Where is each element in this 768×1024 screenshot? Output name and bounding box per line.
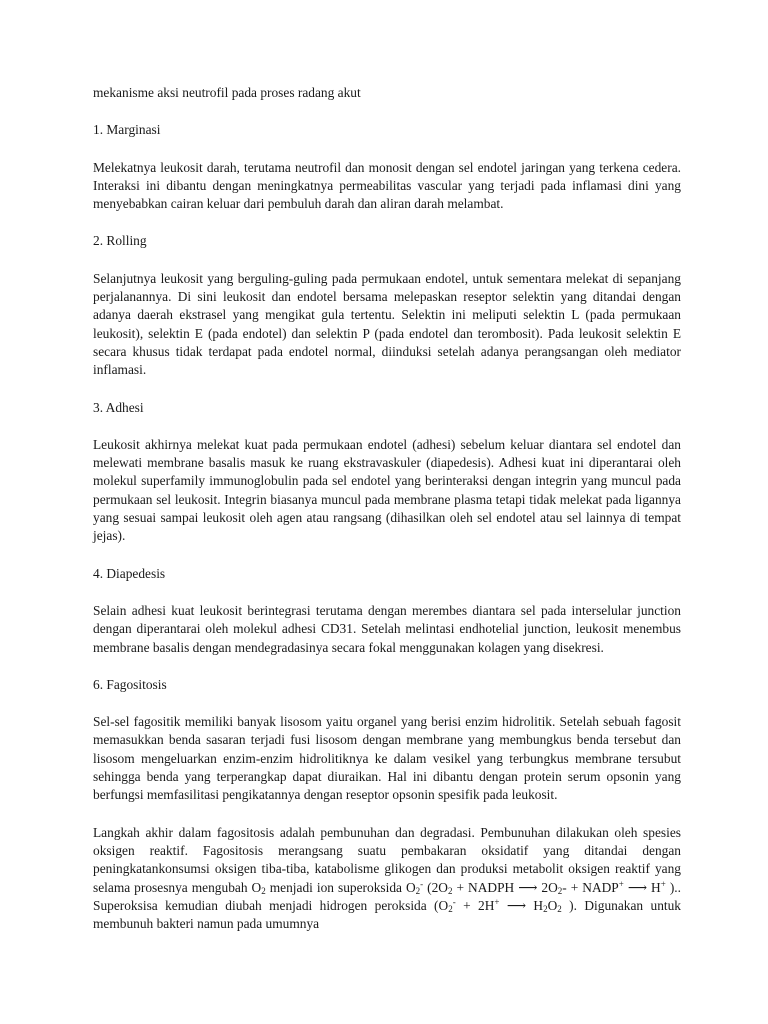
paragraph-fagositosis-final (93, 824, 681, 934)
paragraph-adhesi: Leukosit akhirnya melekat kuat pada permukaan endotel (adhesi) sebelum keluar diantara sel endotel dan melewati membrane basalis masuk ke ruang ekstravaskuler (diapedesis). Adhesi kuat ini diperantarai oleh molekul superfamily immunoglobulin pada sel endotel yang berinteraksi dengan integrin yang muncul pada permukaan sel leukosit. Integrin biasanya muncul pada membrane plasma tetapi tidak melekat pada ligannya yang sesuai sampai leukosit oleh agen atau rangsang (dihasilkan oleh sel endotel atau sel lainnya di tempat jejas). (93, 436, 681, 544)
superscript: + (660, 878, 666, 889)
superscript: + (494, 896, 500, 907)
text-run: + 2H (455, 897, 495, 913)
paragraph-marginasi: Melekatnya leukosit darah, terutama neutrofil dan monosit dengan sel endotel jaringan yang terkena cedera. Interaksi ini dibantu dengan meningkatnya permeabilitas vascular yang terjadi pada inflamasi dini yang menyebabkan cairan keluar dari pembuluh darah dan aliran darah melambat. (93, 159, 681, 212)
superscript: - (420, 878, 424, 889)
text-run: (2O (423, 879, 448, 895)
subscript: 2 (447, 885, 453, 896)
section-heading-marginasi: 1. Marginasi (93, 122, 161, 138)
paragraph-rolling: Selanjutnya leukosit yang berguling-guling pada permukaan endotel, untuk sementara melekat di sepanjang perjalanannya. Di sini leukosit dan endotel bersama melepaskan reseptor selektin yang ditandai dengan adanya daerah ekstrasel yang mengikat gula tertentu. Selektin ini meliputi selektin L (pada permukaan leukosit), selektin E (pada endotel) dan selektin P (pada endotel dan terombosit). Pada leukosit selektin E secara khusus tidak terdapat pada endotel normal, diinduksi setelah adanya perangsangan oleh mediator inflamasi. (93, 270, 681, 378)
text-run: menjadi ion superoksida O (265, 879, 416, 895)
document-page (93, 84, 681, 933)
text-run: O (547, 897, 558, 913)
subscript: 2 (261, 885, 266, 896)
section-heading-rolling: 2. Rolling (93, 233, 147, 249)
text-run: + NADPH ⟶ 2O (452, 879, 558, 895)
text-run: ⟶ H (499, 897, 544, 913)
text-run: ). Digunakan untuk membunuh bakteri namun pada umumnya (93, 897, 681, 932)
text-run: Langkah akhir dalam fagositosis adalah pembunuhan dan degradasi. Pembunuhan dilakukan oleh spesies oksigen reaktif. Fagositosis merangsang suatu pembakaran oksidatif yang ditandai dengan peningkatankonsumsi oksigen tiba-tiba, katabolisme glikogen dan produksi metabolit oksigen reaktif yang selama prosesnya mengubah O (93, 824, 681, 895)
text-run: - + NADP (562, 879, 619, 895)
superscript: + (618, 878, 624, 889)
section-heading-fagositosis: 6. Fagositosis (93, 676, 167, 692)
subscript: 2 (543, 903, 548, 914)
document-title: mekanisme aksi neutrofil pada proses radang akut (93, 85, 361, 100)
subscript: 2 (415, 885, 421, 896)
subscript: 2 (557, 903, 562, 914)
superscript: - (452, 896, 456, 907)
text-run: ⟶ H (623, 879, 661, 895)
paragraph-diapedesis: Selain adhesi kuat leukosit berintegrasi terutama dengan merembes diantara sel pada interselular junction dengan diperantarai oleh molekul adhesi CD31. Setelah melintasi endhotelial junction, leukosit menembus membrane basalis dengan mendegradasinya secara fokal menggunakan kolagen yang disekresi. (93, 602, 681, 655)
text-run: ).. Superoksisa kemudian diubah menjadi hidrogen peroksida (O (93, 879, 681, 913)
subscript: 2 (448, 903, 453, 914)
section-heading-adhesi: 3. Adhesi (93, 399, 144, 415)
section-heading-diapedesis: 4. Diapedesis (93, 565, 166, 581)
paragraph-fagositosis: Sel-sel fagositik memiliki banyak lisosom yaitu organel yang berisi enzim hidrolitik. Setelah sebuah fagosit memasukkan benda sasaran terjadi fusi lisosom dengan membrane yang membungkus benda tersebut dan lisosom mengeluarkan enzim-enzim hidrolitiknya ke dalam vesikel yang terbungkus membrane tersubut sehingga benda yang terperangkap dapat diuraikan. Hal ini dibantu dengan protein serum opsonin yang berfungsi memfasilitasi pengikatannya dengan reseptor opsonin spesifik pada leukosit. (93, 714, 681, 803)
subscript: 2 (557, 885, 563, 896)
